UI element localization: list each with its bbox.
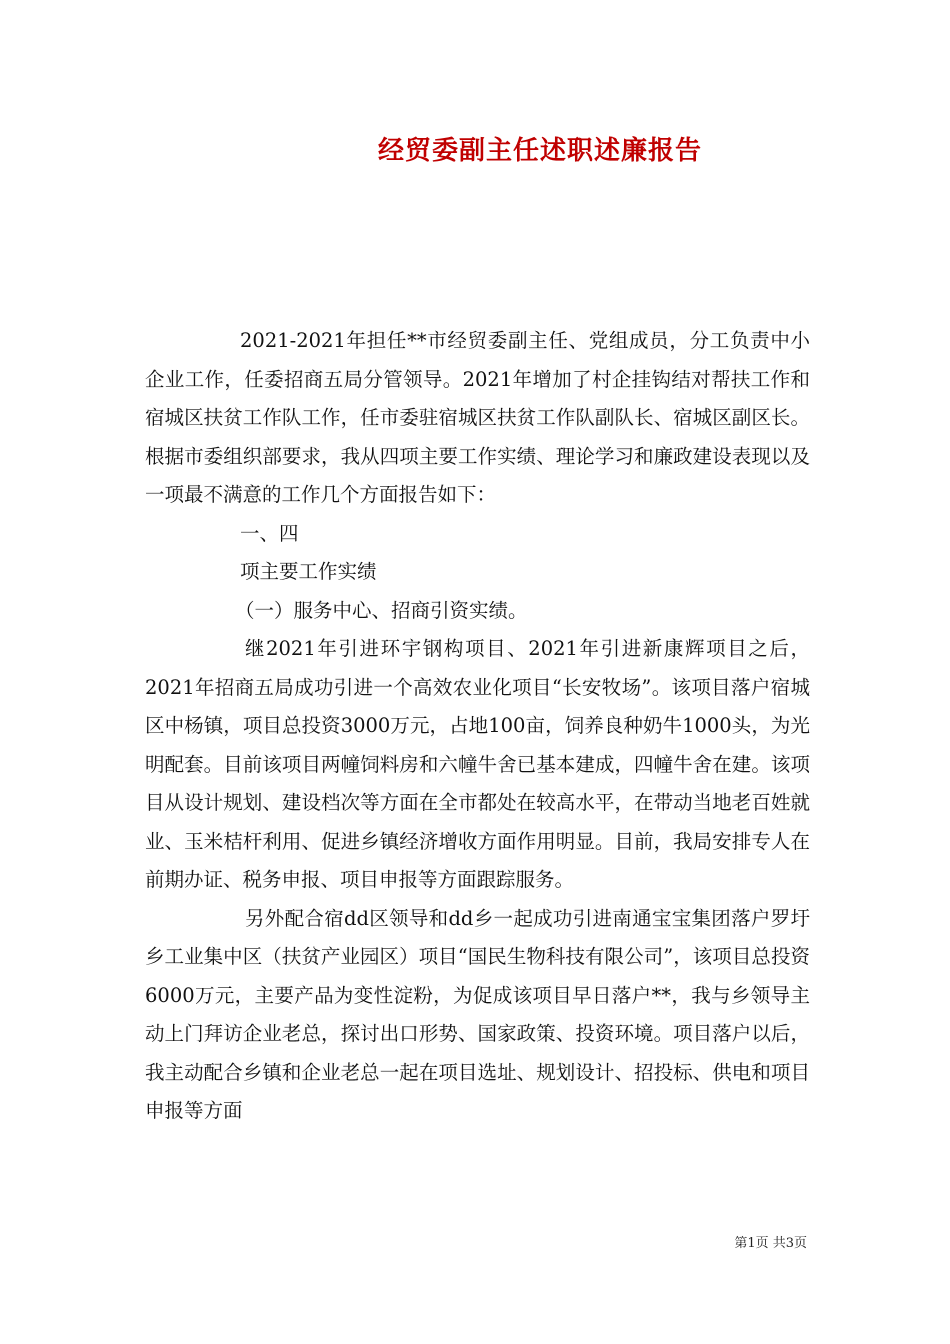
document-title: 经贸委副主任述职述廉报告	[377, 136, 702, 166]
section-heading-part2: 项主要工作实绩	[240, 560, 377, 583]
document-body	[145, 322, 810, 1131]
page-number: 第1页 共3页	[734, 1236, 807, 1251]
paragraph-project-guomin: 另外配合宿dd区领导和dd乡一起成功引进南通宝宝集团落户罗圩乡工业集中区（扶贫产业园区）项目“国民生物科技有限公司”，该项目总投资6000万元，主要产品为变性淀粉，为促成该项目早日落户**，我与乡领导主动上门拜访企业老总，探讨出口形势、国家政策、投资环境。项目落户以后，我主动配合乡镇和企业老总一起在项目选址、规划设计、招投标、供电和项目申报等方面	[145, 906, 810, 1122]
section-heading-part1: 一、四	[240, 521, 299, 545]
paragraph-intro: 2021-2021年担任**市经贸委副主任、党组成员，分工负责中小企业工作，任委招商五局分管领导。2021年增加了村企挂钩结对帮扶工作和宿城区扶贫工作队工作，任市委驻宿城区扶贫工作队副队长、宿城区副区长。根据市委组织部要求，我从四项主要工作实绩、理论学习和廉政建设表现以及一项最不满意的工作几个方面报告如下：	[145, 329, 810, 506]
paragraph-project-changan: 继2021年引进环宇钢构项目、2021年引进新康辉项目之后，2021年招商五局成功引进一个高效农业化项目“长安牧场”。该项目落户宿城区中杨镇，项目总投资3000万元，占地100亩，饲养良种奶牛1000头，为光明配套。目前该项目两幢饲料房和六幢牛舍已基本建成，四幢牛舍在建。该项目从设计规划、建设档次等方面在全市都处在较高水平，在带动当地老百姓就业、玉米桔杆利用、促进乡镇经济增收方面作用明显。目前，我局安排专人在前期办证、税务申报、项目申报等方面跟踪服务。	[145, 637, 810, 891]
subsection-heading: （一）服务中心、招商引资实绩。	[235, 598, 528, 622]
